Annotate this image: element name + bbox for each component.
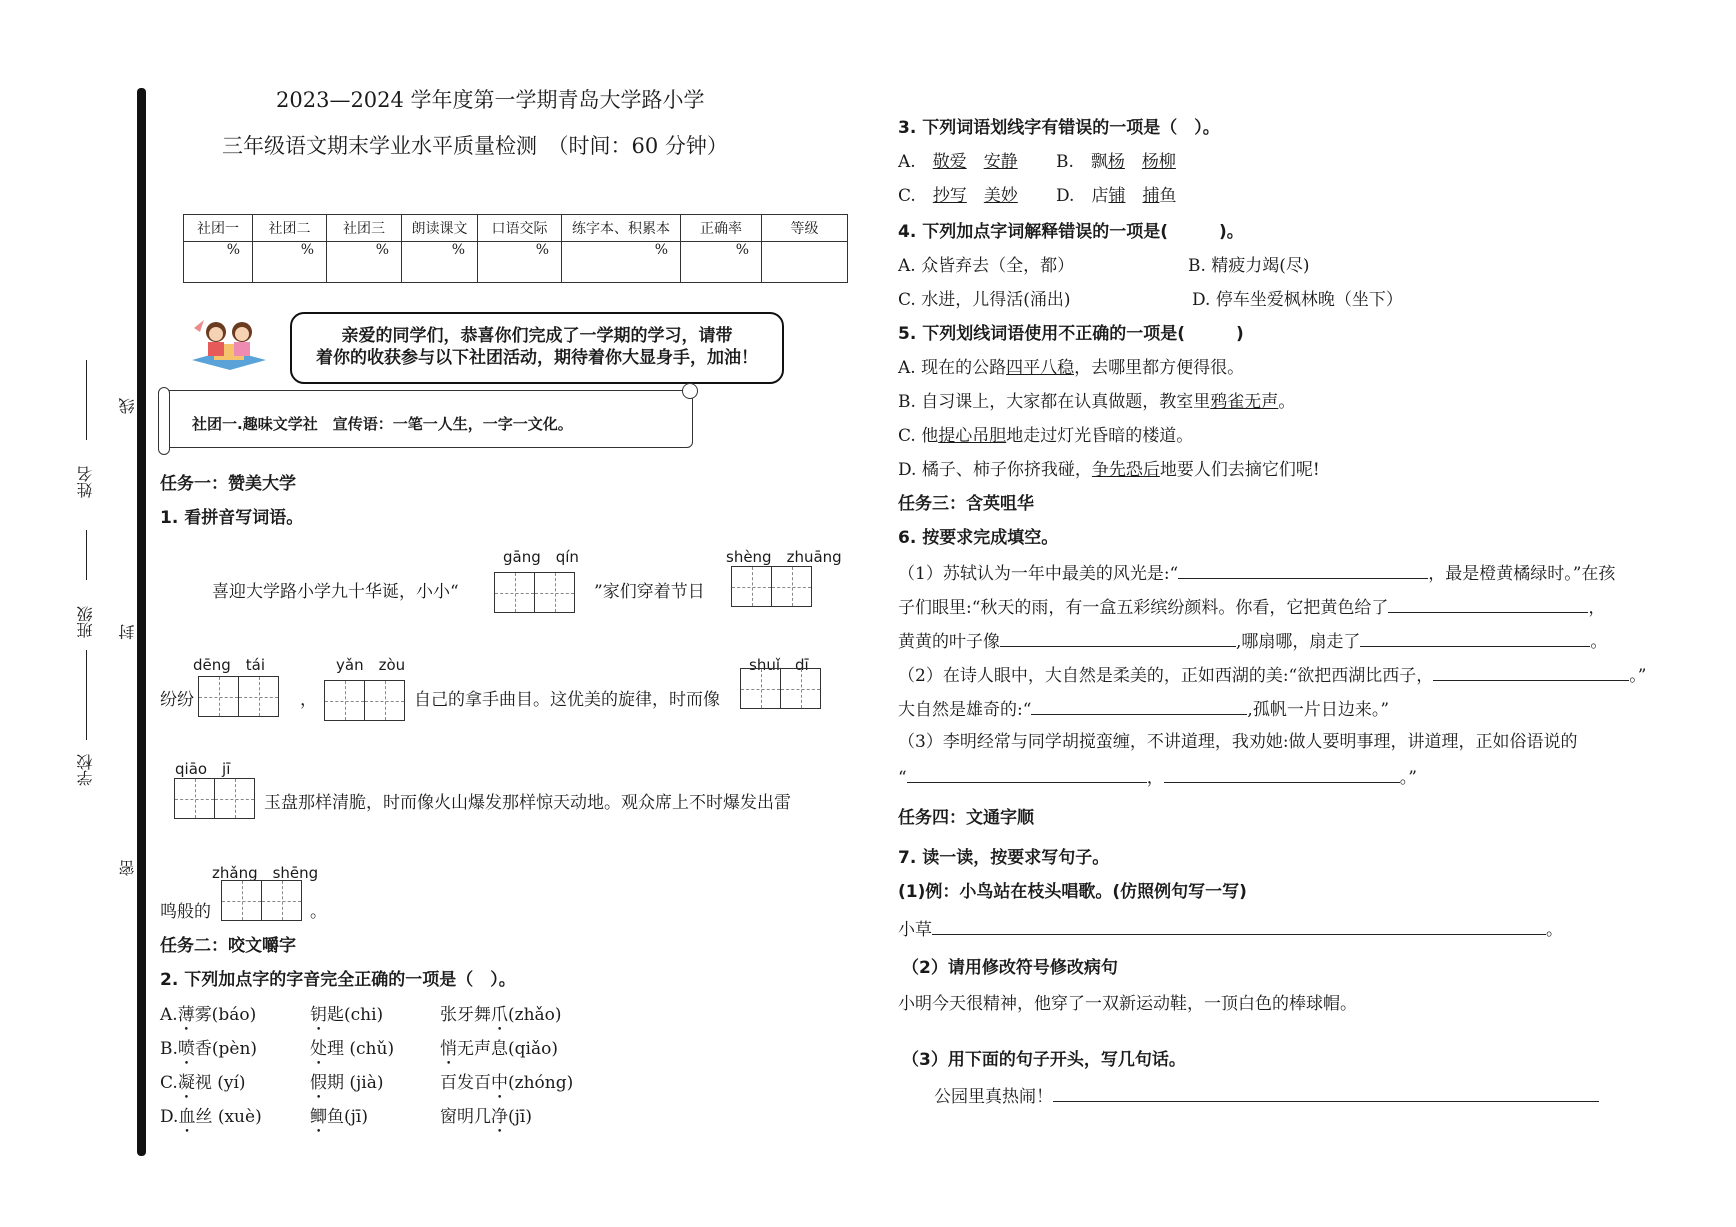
q1-sentence: 鸣般的 bbox=[160, 902, 211, 922]
class-label: 班级 bbox=[76, 606, 95, 638]
school-label: 学校 bbox=[76, 754, 95, 786]
fill-blank[interactable] bbox=[932, 918, 1546, 935]
q1-sentence: 喜迎大学路小学九十华诞，小小“ bbox=[212, 582, 459, 602]
q1-sentence: 自己的拿手曲目。这优美的旋律，时而像 bbox=[414, 690, 720, 710]
score-cell[interactable]: % bbox=[184, 242, 253, 283]
question-6: 6. 按要求完成填空。 bbox=[898, 528, 1059, 548]
binding-line bbox=[137, 88, 146, 1156]
writing-grid[interactable] bbox=[324, 680, 405, 721]
score-header: 口语交际 bbox=[478, 215, 562, 242]
scroll-roll bbox=[682, 383, 698, 399]
q6-line-6: （3）李明经常与同学胡搅蛮缠，不讲道理，我劝她:做人要明事理，讲道理，正如俗语说的 bbox=[898, 732, 1578, 752]
q3-option-d[interactable]: D. 店铺 捕鱼 bbox=[1056, 186, 1177, 206]
exam-title: 2023—2024 学年度第一学期青岛大学路小学 bbox=[276, 88, 705, 112]
score-header: 练字本、积累本 bbox=[562, 215, 681, 242]
q7-part-3: （3）用下面的句子开头，写几句话。 bbox=[902, 1050, 1186, 1070]
q7-sick-sentence[interactable]: 小明今天很精神，他穿了一双新运动鞋，一顶白色的棒球帽。 bbox=[898, 994, 1357, 1014]
score-header: 朗读课文 bbox=[402, 215, 478, 242]
score-cell[interactable]: % bbox=[402, 242, 478, 283]
score-cell[interactable]: % bbox=[681, 242, 762, 283]
q5-option-a[interactable]: A. 现在的公路四平八稳，去哪里都方便得很。 bbox=[898, 358, 1245, 378]
writing-grid[interactable] bbox=[198, 676, 279, 717]
question-4: 4. 下列加点字词解释错误的一项是( )。 bbox=[898, 222, 1244, 242]
greeting-banner bbox=[290, 312, 784, 384]
score-header: 正确率 bbox=[681, 215, 762, 242]
q1-sentence: ， bbox=[300, 690, 317, 710]
q6-line-2: 子们眼里:“秋天的雨，有一盒五彩缤纷颜料。你看，它把黄色给了 ， bbox=[898, 598, 1606, 618]
fill-blank[interactable] bbox=[1164, 766, 1400, 783]
greeting-line: 亲爱的同学们，恭喜你们完成了一学期的学习，请带 bbox=[341, 326, 733, 346]
question-3: 3. 下列词语划线字有错误的一项是（ ）。 bbox=[898, 118, 1220, 138]
score-table bbox=[183, 214, 848, 283]
pinyin: qiāo jī bbox=[175, 760, 231, 778]
fill-blank[interactable] bbox=[1000, 630, 1236, 647]
fill-blank[interactable] bbox=[1031, 698, 1247, 715]
fill-blank[interactable] bbox=[1178, 562, 1428, 579]
fill-blank[interactable] bbox=[1053, 1085, 1599, 1102]
score-cell[interactable] bbox=[762, 242, 848, 283]
q7-answer-1: 小草 。 bbox=[898, 920, 1563, 940]
q4-option-a[interactable]: A. 众皆弃去（全，都） bbox=[898, 256, 1075, 276]
q7-answer-3: 公园里真热闹！ bbox=[934, 1085, 1599, 1107]
scroll-roll bbox=[158, 387, 170, 455]
q1-sentence: 玉盘那样清脆，时而像火山爆发那样惊天动地。观众席上不时爆发出雷 bbox=[264, 793, 791, 813]
question-1: 1. 看拼音写词语。 bbox=[160, 508, 304, 528]
class-blank-top bbox=[86, 530, 87, 580]
q6-line-1: （1）苏轼认为一年中最美的风光是:“ ，最是橙黄橘绿时。”在孩 bbox=[898, 564, 1616, 584]
name-label: 姓名 bbox=[76, 466, 95, 498]
fill-blank[interactable] bbox=[907, 766, 1147, 783]
writing-grid[interactable] bbox=[221, 880, 302, 921]
task-heading: 任务三：含英咀华 bbox=[898, 494, 1034, 514]
pinyin: gāng qín bbox=[503, 548, 579, 566]
seal-mark: 封 bbox=[118, 624, 137, 640]
question-5: 5. 下列划线词语使用不正确的一项是( ) bbox=[898, 324, 1244, 344]
writing-grid[interactable] bbox=[740, 668, 821, 709]
score-header: 社团二 bbox=[253, 215, 327, 242]
q6-line-4: （2）在诗人眼中，大自然是柔美的，正如西湖的美:“欲把西湖比西子， 。” bbox=[898, 666, 1647, 686]
fill-blank[interactable] bbox=[1360, 630, 1590, 647]
question-7: 7. 读一读，按要求写句子。 bbox=[898, 848, 1110, 868]
q1-sentence: 纷纷 bbox=[160, 690, 194, 710]
score-cell[interactable]: % bbox=[478, 242, 562, 283]
writing-grid[interactable] bbox=[494, 572, 575, 613]
q4-option-d[interactable]: D. 停车坐爱枫林晚（坐下） bbox=[1192, 290, 1403, 310]
secret-mark: 密 bbox=[118, 860, 137, 876]
q7-part-1: (1)例：小鸟站在枝头唱歌。(仿照例句写一写) bbox=[898, 882, 1247, 902]
q4-option-b[interactable]: B. 精疲力竭(尽) bbox=[1188, 256, 1310, 276]
q6-line-7: “ ， 。” bbox=[898, 768, 1417, 788]
score-header: 等级 bbox=[762, 215, 848, 242]
score-cell[interactable]: % bbox=[327, 242, 402, 283]
score-cell[interactable]: % bbox=[253, 242, 327, 283]
pinyin: shèng zhuāng bbox=[726, 548, 842, 566]
score-cell[interactable]: % bbox=[562, 242, 681, 283]
q1-sentence: 。 bbox=[310, 902, 327, 922]
children-reading-illustration bbox=[188, 316, 270, 372]
q5-option-c[interactable]: C. 他提心吊胆地走过灯光昏暗的楼道。 bbox=[898, 426, 1194, 446]
task-heading: 任务一：赞美大学 bbox=[160, 474, 296, 494]
q3-option-a[interactable]: A. 敬爱 安静 bbox=[898, 152, 1018, 172]
pinyin: yǎn zòu bbox=[336, 656, 406, 674]
writing-grid[interactable] bbox=[174, 778, 255, 819]
class-blank bbox=[86, 650, 87, 740]
q3-option-b[interactable]: B. 飘杨 杨柳 bbox=[1056, 152, 1176, 172]
q5-option-d[interactable]: D. 橘子、柿子你挤我碰，争先恐后地要人们去摘它们呢! bbox=[898, 460, 1320, 480]
question-2: 2. 下列加点字的字音完全正确的一项是（ ）。 bbox=[160, 970, 516, 990]
pinyin: zhǎng shēng bbox=[212, 864, 319, 882]
greeting-line: 着你的收获参与以下社团活动，期待着你大显身手，加油！ bbox=[316, 348, 758, 368]
q3-option-c[interactable]: C. 抄写 美妙 bbox=[898, 186, 1018, 206]
name-blank bbox=[86, 360, 87, 440]
pinyin: shuǐ dī bbox=[749, 656, 809, 674]
q5-option-b[interactable]: B. 自习课上，大家都在认真做题，教室里鸦雀无声。 bbox=[898, 392, 1296, 412]
task-heading: 任务四：文通字顺 bbox=[898, 808, 1034, 828]
fill-blank[interactable] bbox=[1433, 664, 1629, 681]
q7-part-2: （2）请用修改符号修改病句 bbox=[902, 958, 1118, 978]
q4-option-c[interactable]: C. 水进，儿得活(涌出) bbox=[898, 290, 1071, 310]
pinyin: dēng tái bbox=[193, 656, 266, 674]
score-header: 社团一 bbox=[184, 215, 253, 242]
q6-line-3: 黄黄的叶子像 ,哪扇哪，扇走了 。 bbox=[898, 632, 1608, 652]
score-header: 社团三 bbox=[327, 215, 402, 242]
line-mark: 线 bbox=[118, 398, 137, 414]
task-heading: 任务二：咬文嚼字 bbox=[160, 936, 296, 956]
q6-line-5: 大自然是雄奇的:“ ,孤帆一片日边来。” bbox=[898, 700, 1390, 720]
q1-sentence: ”家们穿着节日 bbox=[594, 582, 705, 602]
club-slogan: 社团一.趣味文学社 宣传语：一笔一人生，一字一文化。 bbox=[192, 415, 573, 433]
writing-grid[interactable] bbox=[731, 566, 812, 607]
fill-blank[interactable] bbox=[1388, 596, 1588, 613]
exam-subtitle: 三年级语文期末学业水平质量检测 （时间：60 分钟） bbox=[222, 134, 728, 158]
